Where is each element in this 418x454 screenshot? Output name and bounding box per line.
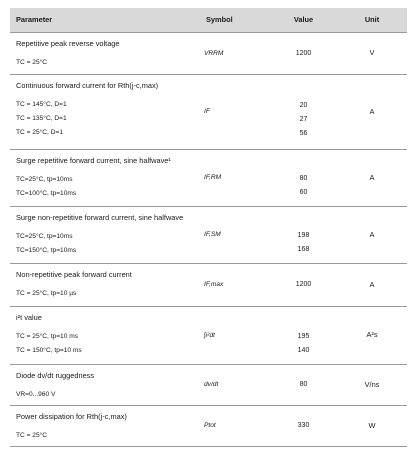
symbol: ∫i²dt [204,331,215,339]
symbol-cell [200,150,270,207]
condition: TC = 25°C, D=1 [16,128,63,136]
value: 330 [297,422,310,429]
value: 20 [299,102,308,109]
table-row [10,365,407,406]
condition: TC = 25°C [16,431,48,439]
unit-cell [337,307,407,365]
unit: A [369,279,375,289]
parameter-cell [10,150,200,207]
value: 198 [297,232,310,239]
symbol-cell [200,406,270,447]
condition: TC = 25°C, tp=10 ms [16,332,79,340]
parameter-title: Continuous forward current for Rth(j-c,max) [16,81,159,90]
value-cell [270,365,337,406]
header-value: Value [270,8,337,33]
value: 1200 [295,49,312,57]
value-cell [270,307,337,365]
unit: A²s [366,330,378,340]
value: 1200 [295,281,312,288]
value: 80 [299,381,308,388]
max-ratings-table [10,8,407,447]
parameter-title: Surge repetitive forward current, sine halfwave¹ [16,156,171,165]
symbol: Ptot [204,422,216,430]
header-unit: Unit [337,8,407,33]
parameter-cell [10,307,200,365]
table-row [10,150,407,207]
symbol: IF,SM [204,231,221,239]
symbol-cell [200,75,270,150]
value-cell [270,207,337,264]
symbol-cell [200,307,270,365]
condition: TC = 25°C, tp=10 µs [16,289,77,297]
parameter-title: Surge non-repetitive forward current, sine halfwave [16,213,184,222]
table-row [10,75,407,150]
table-row [10,406,407,447]
unit-cell [337,33,407,75]
condition: TC=100°C, tp=10ms [16,189,77,197]
condition: TC=25°C, tp=10ms [16,232,73,240]
value-cell [270,75,337,150]
condition: TC = 145°C, D=1 [16,100,67,108]
value-cell [270,33,337,75]
symbol-cell [200,264,270,307]
condition: TC=25°C, tp=10ms [16,175,73,183]
symbol: IF [204,108,210,116]
parameter-title: Power dissipation for Rth(j-c,max) [16,412,127,421]
unit: A [369,229,375,239]
value: 140 [297,346,310,354]
symbol: IF,RM [204,174,222,182]
header-symbol: Symbol [200,8,270,33]
value: 195 [297,332,310,340]
value-cell [270,264,337,307]
parameter-cell [10,264,200,307]
value-cell [270,406,337,447]
symbol-cell [200,33,270,75]
header-row [10,8,407,33]
condition: TC=150°C, tp=10ms [16,246,77,254]
parameter-cell [10,365,200,406]
symbol: dv/dt [204,381,219,389]
value: 168 [297,246,310,253]
table-row [10,307,407,365]
parameter-title: Repetitive peak reverse voltage [16,39,120,48]
symbol: VRRM [204,49,224,57]
symbol: IF,max [204,281,224,289]
value: 27 [299,116,308,123]
unit-cell [337,406,407,447]
parameter-title: i²t value [16,313,42,322]
unit: V [369,48,375,58]
unit-cell [337,365,407,406]
unit-cell [337,75,407,150]
condition: TC = 135°C, D=1 [16,114,67,122]
unit: V/ns [364,379,380,389]
symbol-cell [200,207,270,264]
value: 60 [299,189,308,196]
table-row [10,264,407,307]
condition: TC = 25°C [16,58,48,66]
parameter-title: Non-repetitive peak forward current [16,270,132,279]
unit-cell [337,150,407,207]
header-parameter: Parameter [10,8,200,33]
unit: A [369,172,375,182]
condition: VR=0...960 V [16,390,56,398]
unit: A [369,106,375,116]
parameter-cell [10,406,200,447]
parameter-cell [10,33,200,75]
table-row [10,207,407,264]
parameter-cell [10,207,200,264]
parameter-title: Diode dv/dt ruggedness [16,371,95,380]
value: 80 [299,175,308,182]
value: 56 [299,130,308,137]
parameter-cell [10,75,200,150]
table-row [10,33,407,75]
value-cell [270,150,337,207]
symbol-cell [200,365,270,406]
unit-cell [337,264,407,307]
unit: W [368,420,376,430]
condition: TC = 150°C, tp=10 ms [16,346,82,354]
unit-cell [337,207,407,264]
